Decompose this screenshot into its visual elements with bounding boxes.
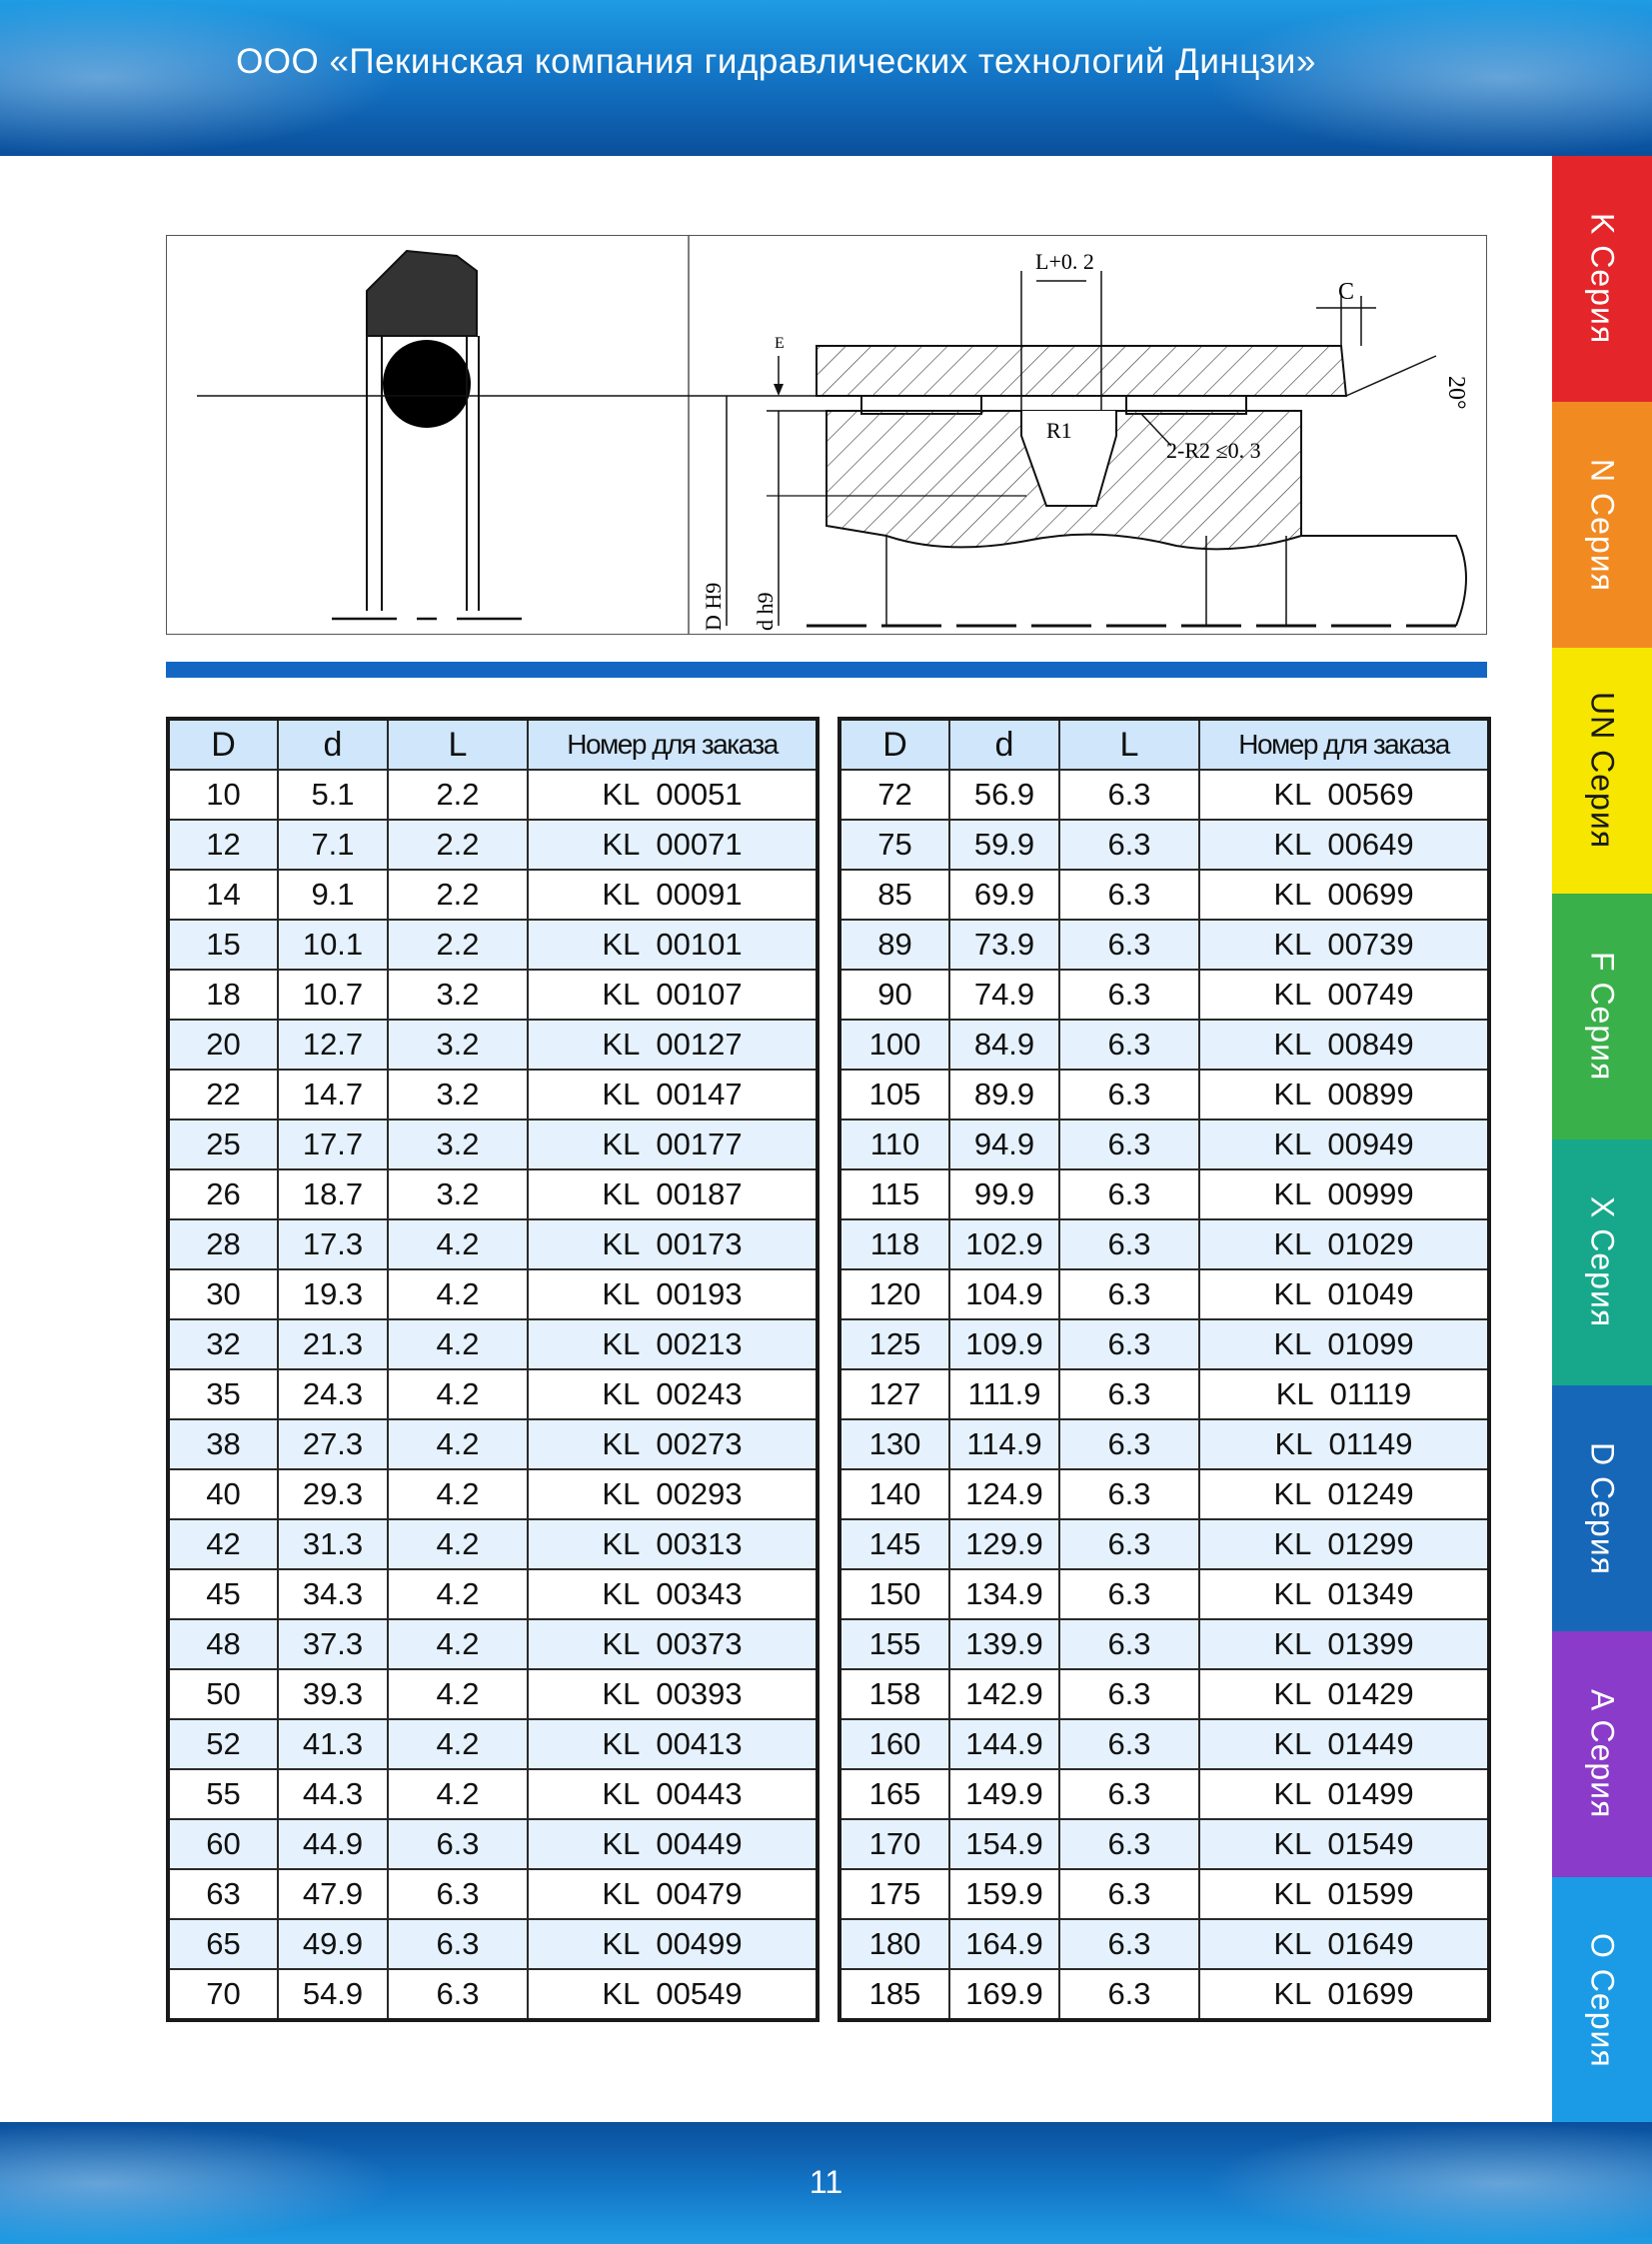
table-row: [839, 1120, 1489, 1169]
cell-d: 73.9: [949, 920, 1059, 970]
cell-D: 25: [168, 1120, 278, 1169]
table-row: [168, 1419, 818, 1469]
cell-D: 14: [168, 870, 278, 920]
cell-L: 4.2: [388, 1419, 528, 1469]
table-row: [839, 1369, 1489, 1419]
cell-d: 142.9: [949, 1669, 1059, 1719]
cell-d: 17.7: [278, 1120, 388, 1169]
table-row: [168, 1219, 818, 1269]
cell-D: 63: [168, 1869, 278, 1919]
cell-L: 6.3: [1059, 1519, 1199, 1569]
cell-D: 120: [839, 1269, 949, 1319]
cell-D: 158: [839, 1669, 949, 1719]
cell-D: 100: [839, 1020, 949, 1070]
page-header: [0, 0, 1652, 156]
cell-d: 21.3: [278, 1319, 388, 1369]
table-row: [168, 1919, 818, 1969]
cell-order-number: KL 00479: [528, 1869, 818, 1919]
cell-order-number: KL 00091: [528, 870, 818, 920]
series-tab[interactable]: [1552, 1385, 1652, 1631]
cell-L: 6.3: [1059, 1769, 1199, 1819]
table-row: [839, 1419, 1489, 1469]
cell-d: 69.9: [949, 870, 1059, 920]
cell-D: 115: [839, 1169, 949, 1219]
col-header-order-number: Номер для заказа: [1199, 719, 1489, 770]
cell-order-number: KL 00499: [528, 1919, 818, 1969]
cell-D: 65: [168, 1919, 278, 1969]
table-row: [168, 1969, 818, 2020]
cell-order-number: KL 00293: [528, 1469, 818, 1519]
cell-L: 2.2: [388, 920, 528, 970]
series-tab-label: X Серия: [1584, 1196, 1621, 1328]
cell-D: 75: [839, 820, 949, 870]
cell-L: 3.2: [388, 1120, 528, 1169]
table-row: [168, 1669, 818, 1719]
cell-d: 109.9: [949, 1319, 1059, 1369]
cell-d: 24.3: [278, 1369, 388, 1419]
cell-L: 4.2: [388, 1319, 528, 1369]
cell-d: 37.3: [278, 1619, 388, 1669]
cell-d: 44.3: [278, 1769, 388, 1819]
cell-L: 4.2: [388, 1669, 528, 1719]
cell-D: 160: [839, 1719, 949, 1769]
series-tab[interactable]: [1552, 648, 1652, 894]
cell-L: 6.3: [1059, 1120, 1199, 1169]
cell-L: 6.3: [1059, 1469, 1199, 1519]
cell-d: 74.9: [949, 970, 1059, 1020]
cell-d: 41.3: [278, 1719, 388, 1769]
cell-d: 17.3: [278, 1219, 388, 1269]
cell-d: 84.9: [949, 1020, 1059, 1070]
series-tab[interactable]: [1552, 402, 1652, 648]
cell-L: 6.3: [1059, 1819, 1199, 1869]
page-number: 11: [809, 2164, 843, 2200]
cell-L: 6.3: [1059, 1219, 1199, 1269]
table-row: [839, 1319, 1489, 1369]
cell-D: 125: [839, 1319, 949, 1369]
cell-d: 104.9: [949, 1269, 1059, 1319]
series-tab-label: N Серия: [1584, 458, 1621, 592]
cell-L: 2.2: [388, 870, 528, 920]
cell-L: 6.3: [1059, 1669, 1199, 1719]
cell-d: 29.3: [278, 1469, 388, 1519]
cell-order-number: KL 00193: [528, 1269, 818, 1319]
dim-r2-label: 2-R2 ≤0. 3: [1166, 438, 1261, 463]
cell-L: 6.3: [388, 1919, 528, 1969]
cell-order-number: KL 00213: [528, 1319, 818, 1369]
cell-L: 6.3: [1059, 820, 1199, 870]
table-row: [168, 770, 818, 820]
cell-order-number: KL 00173: [528, 1219, 818, 1269]
cell-d: 56.9: [949, 770, 1059, 820]
cell-order-number: KL 00187: [528, 1169, 818, 1219]
cell-order-number: KL 00999: [1199, 1169, 1489, 1219]
cell-L: 6.3: [1059, 970, 1199, 1020]
cell-order-number: KL 01649: [1199, 1919, 1489, 1969]
cell-D: 60: [168, 1819, 278, 1869]
cell-L: 4.2: [388, 1269, 528, 1319]
series-tab[interactable]: [1552, 1139, 1652, 1385]
company-title: ООО «Пекинская компания гидравлических технологий Динцзи»: [236, 42, 1316, 81]
series-tab-label: UN Серия: [1584, 692, 1621, 850]
series-tab-label: K Серия: [1584, 213, 1621, 345]
cell-L: 2.2: [388, 770, 528, 820]
table-row: [168, 870, 818, 920]
cell-d: 39.3: [278, 1669, 388, 1719]
cell-D: 38: [168, 1419, 278, 1469]
col-header-L: L: [1059, 719, 1199, 770]
cell-L: 6.3: [1059, 920, 1199, 970]
table-row: [168, 1769, 818, 1819]
cell-D: 170: [839, 1819, 949, 1869]
cell-d: 99.9: [949, 1169, 1059, 1219]
col-header-d: d: [278, 719, 388, 770]
table-row: [168, 1819, 818, 1869]
series-tab[interactable]: [1552, 894, 1652, 1139]
cell-L: 6.3: [1059, 1569, 1199, 1619]
table-row: [839, 1469, 1489, 1519]
cell-L: 3.2: [388, 1169, 528, 1219]
cell-d: 159.9: [949, 1869, 1059, 1919]
cell-order-number: KL 01049: [1199, 1269, 1489, 1319]
cell-L: 6.3: [388, 1969, 528, 2020]
cell-D: 155: [839, 1619, 949, 1669]
cell-order-number: KL 01699: [1199, 1969, 1489, 2020]
cell-D: 20: [168, 1020, 278, 1070]
cell-order-number: KL 01249: [1199, 1469, 1489, 1519]
cell-order-number: KL 00177: [528, 1120, 818, 1169]
series-tab-label: A Серия: [1584, 1689, 1621, 1819]
cell-d: 44.9: [278, 1819, 388, 1869]
table-row: [839, 1169, 1489, 1219]
cell-d: 47.9: [278, 1869, 388, 1919]
cell-order-number: KL 01499: [1199, 1769, 1489, 1819]
cell-D: 145: [839, 1519, 949, 1569]
cell-order-number: KL 00071: [528, 820, 818, 870]
table-row: [168, 1120, 818, 1169]
col-header-D: D: [168, 719, 278, 770]
table-row: [168, 970, 818, 1020]
cell-L: 6.3: [1059, 1619, 1199, 1669]
cell-d: 124.9: [949, 1469, 1059, 1519]
dim-r1-label: R1: [1046, 418, 1072, 443]
cell-L: 4.2: [388, 1369, 528, 1419]
cell-order-number: KL 01549: [1199, 1819, 1489, 1869]
cell-d: 31.3: [278, 1519, 388, 1569]
cell-d: 7.1: [278, 820, 388, 870]
dim-e-label: E: [775, 335, 785, 352]
cell-d: 14.7: [278, 1070, 388, 1120]
cell-d: 12.7: [278, 1020, 388, 1070]
cell-d: 59.9: [949, 820, 1059, 870]
table-row: [168, 1319, 818, 1369]
dimensions-table-right: [837, 717, 1491, 2022]
seal-drawing: [167, 236, 1486, 634]
cell-D: 70: [168, 1969, 278, 2020]
table-row: [168, 1619, 818, 1669]
cell-d: 164.9: [949, 1919, 1059, 1969]
cell-order-number: KL 00569: [1199, 770, 1489, 820]
table-row: [839, 870, 1489, 920]
cell-L: 4.2: [388, 1519, 528, 1569]
cell-order-number: KL 01029: [1199, 1219, 1489, 1269]
cell-d: 169.9: [949, 1969, 1059, 2020]
table-row: [168, 1070, 818, 1120]
cell-order-number: KL 00393: [528, 1669, 818, 1719]
cell-order-number: KL 00147: [528, 1070, 818, 1120]
cell-L: 6.3: [1059, 1969, 1199, 2020]
cell-order-number: KL 01099: [1199, 1319, 1489, 1369]
cell-d: 111.9: [949, 1369, 1059, 1419]
table-row: [839, 1020, 1489, 1070]
cell-D: 90: [839, 970, 949, 1020]
table-row: [839, 1569, 1489, 1619]
cell-D: 22: [168, 1070, 278, 1120]
series-tab-label: O Серия: [1584, 1932, 1621, 2068]
table-row: [839, 1969, 1489, 2020]
cell-order-number: KL 01399: [1199, 1619, 1489, 1669]
cell-d: 134.9: [949, 1569, 1059, 1619]
cell-order-number: KL 01149: [1199, 1419, 1489, 1469]
cell-D: 26: [168, 1169, 278, 1219]
table-row: [168, 1869, 818, 1919]
cell-order-number: KL 01599: [1199, 1869, 1489, 1919]
cell-L: 4.2: [388, 1569, 528, 1619]
cell-d: 10.7: [278, 970, 388, 1020]
cell-d: 139.9: [949, 1619, 1059, 1669]
cell-d: 10.1: [278, 920, 388, 970]
table-row: [839, 1619, 1489, 1669]
cell-D: 15: [168, 920, 278, 970]
cell-L: 6.3: [1059, 1919, 1199, 1969]
table-row: [839, 1919, 1489, 1969]
table-row: [168, 1369, 818, 1419]
cell-L: 3.2: [388, 1070, 528, 1120]
cell-d: 89.9: [949, 1070, 1059, 1120]
cell-order-number: KL 00127: [528, 1020, 818, 1070]
dim-length-label: L+0. 2: [1035, 249, 1094, 274]
cell-D: 10: [168, 770, 278, 820]
cell-order-number: KL 00101: [528, 920, 818, 970]
cell-order-number: KL 00749: [1199, 970, 1489, 1020]
cell-D: 72: [839, 770, 949, 820]
cell-d: 5.1: [278, 770, 388, 820]
cell-order-number: KL 00699: [1199, 870, 1489, 920]
table-row: [168, 1569, 818, 1619]
cell-D: 180: [839, 1919, 949, 1969]
cell-order-number: KL 01119: [1199, 1369, 1489, 1419]
cell-D: 48: [168, 1619, 278, 1669]
cell-order-number: KL 00051: [528, 770, 818, 820]
cell-L: 6.3: [1059, 870, 1199, 920]
cell-order-number: KL 00899: [1199, 1070, 1489, 1120]
table-row: [839, 1819, 1489, 1869]
table-row: [839, 770, 1489, 820]
cell-L: 3.2: [388, 1020, 528, 1070]
series-tab[interactable]: [1552, 1631, 1652, 1877]
table-row: [839, 820, 1489, 870]
cell-order-number: KL 00443: [528, 1769, 818, 1819]
dim-angle-label: 20°: [1443, 376, 1469, 410]
cell-d: 102.9: [949, 1219, 1059, 1269]
cell-order-number: KL 00107: [528, 970, 818, 1020]
cell-D: 85: [839, 870, 949, 920]
cell-L: 2.2: [388, 820, 528, 870]
col-header-D: D: [839, 719, 949, 770]
cell-order-number: KL 00313: [528, 1519, 818, 1569]
cell-d: 9.1: [278, 870, 388, 920]
cell-D: 42: [168, 1519, 278, 1569]
cell-D: 140: [839, 1469, 949, 1519]
table-row: [839, 1769, 1489, 1819]
cell-D: 55: [168, 1769, 278, 1819]
cell-order-number: KL 01449: [1199, 1719, 1489, 1769]
table-row: [839, 970, 1489, 1020]
cell-D: 12: [168, 820, 278, 870]
page-footer: [0, 2122, 1652, 2244]
cell-L: 6.3: [388, 1819, 528, 1869]
cell-D: 150: [839, 1569, 949, 1619]
dim-chamfer-label: C: [1338, 279, 1355, 305]
cell-L: 6.3: [1059, 1070, 1199, 1120]
cell-L: 6.3: [388, 1869, 528, 1919]
cell-L: 4.2: [388, 1469, 528, 1519]
table-row: [168, 1469, 818, 1519]
table-row: [168, 920, 818, 970]
cell-order-number: KL 00413: [528, 1719, 818, 1769]
cell-D: 18: [168, 970, 278, 1020]
cell-D: 52: [168, 1719, 278, 1769]
series-tab-label: D Серия: [1584, 1441, 1621, 1575]
cell-order-number: KL 01429: [1199, 1669, 1489, 1719]
cell-order-number: KL 00449: [528, 1819, 818, 1869]
table-row: [839, 1669, 1489, 1719]
cell-D: 89: [839, 920, 949, 970]
col-header-L: L: [388, 719, 528, 770]
cell-L: 6.3: [1059, 1869, 1199, 1919]
table-row: [839, 1070, 1489, 1120]
cell-L: 3.2: [388, 970, 528, 1020]
cell-L: 4.2: [388, 1619, 528, 1669]
cell-D: 118: [839, 1219, 949, 1269]
series-tab[interactable]: [1552, 1877, 1652, 2123]
cell-d: 49.9: [278, 1919, 388, 1969]
cell-order-number: KL 00849: [1199, 1020, 1489, 1070]
series-tabs: [1552, 156, 1652, 2123]
cell-order-number: KL 00949: [1199, 1120, 1489, 1169]
cell-D: 105: [839, 1070, 949, 1120]
technical-drawing: [166, 235, 1487, 635]
cell-d: 19.3: [278, 1269, 388, 1319]
cell-D: 175: [839, 1869, 949, 1919]
table-row: [168, 820, 818, 870]
cell-D: 32: [168, 1319, 278, 1369]
cell-L: 6.3: [1059, 1319, 1199, 1369]
table-row: [168, 1269, 818, 1319]
table-row: [839, 1719, 1489, 1769]
table-row: [839, 1219, 1489, 1269]
dim-bore-label: D H9: [701, 582, 726, 631]
cell-order-number: KL 00649: [1199, 820, 1489, 870]
cell-order-number: KL 01349: [1199, 1569, 1489, 1619]
cell-L: 6.3: [1059, 1020, 1199, 1070]
cell-D: 28: [168, 1219, 278, 1269]
col-header-d: d: [949, 719, 1059, 770]
cell-d: 54.9: [278, 1969, 388, 2020]
cell-L: 4.2: [388, 1219, 528, 1269]
seal-profile: [332, 251, 522, 619]
table-row: [839, 1869, 1489, 1919]
cell-order-number: KL 00243: [528, 1369, 818, 1419]
col-header-order-number: Номер для заказа: [528, 719, 818, 770]
cell-d: 149.9: [949, 1769, 1059, 1819]
cell-d: 27.3: [278, 1419, 388, 1469]
dimensions-table-left: [166, 717, 820, 2022]
cell-d: 154.9: [949, 1819, 1059, 1869]
cell-order-number: KL 00373: [528, 1619, 818, 1669]
table-row: [839, 1519, 1489, 1569]
cell-d: 94.9: [949, 1120, 1059, 1169]
cell-L: 6.3: [1059, 1269, 1199, 1319]
cell-d: 144.9: [949, 1719, 1059, 1769]
cell-L: 6.3: [1059, 1169, 1199, 1219]
dim-rod-label: d h9: [753, 592, 778, 631]
cell-D: 110: [839, 1120, 949, 1169]
cell-L: 4.2: [388, 1719, 528, 1769]
cell-d: 129.9: [949, 1519, 1059, 1569]
table-row: [168, 1169, 818, 1219]
cell-D: 165: [839, 1769, 949, 1819]
series-tab-label: F Серия: [1584, 952, 1621, 1082]
section-divider-bar: [166, 662, 1487, 678]
cell-D: 40: [168, 1469, 278, 1519]
cell-D: 130: [839, 1419, 949, 1469]
cell-D: 185: [839, 1969, 949, 2020]
cell-D: 45: [168, 1569, 278, 1619]
table-row: [168, 1519, 818, 1569]
cell-order-number: KL 00343: [528, 1569, 818, 1619]
cell-D: 35: [168, 1369, 278, 1419]
cell-order-number: KL 00549: [528, 1969, 818, 2020]
cell-D: 30: [168, 1269, 278, 1319]
cell-order-number: KL 01299: [1199, 1519, 1489, 1569]
cell-d: 34.3: [278, 1569, 388, 1619]
cell-L: 6.3: [1059, 770, 1199, 820]
series-tab[interactable]: [1552, 156, 1652, 402]
table-row: [168, 1719, 818, 1769]
cell-L: 6.3: [1059, 1369, 1199, 1419]
cell-order-number: KL 00273: [528, 1419, 818, 1469]
table-row: [839, 920, 1489, 970]
cell-L: 6.3: [1059, 1719, 1199, 1769]
cell-L: 6.3: [1059, 1419, 1199, 1469]
table-row: [168, 1020, 818, 1070]
cell-d: 18.7: [278, 1169, 388, 1219]
cell-d: 114.9: [949, 1419, 1059, 1469]
cell-D: 127: [839, 1369, 949, 1419]
cell-D: 50: [168, 1669, 278, 1719]
cell-L: 4.2: [388, 1769, 528, 1819]
cell-order-number: KL 00739: [1199, 920, 1489, 970]
table-row: [839, 1269, 1489, 1319]
